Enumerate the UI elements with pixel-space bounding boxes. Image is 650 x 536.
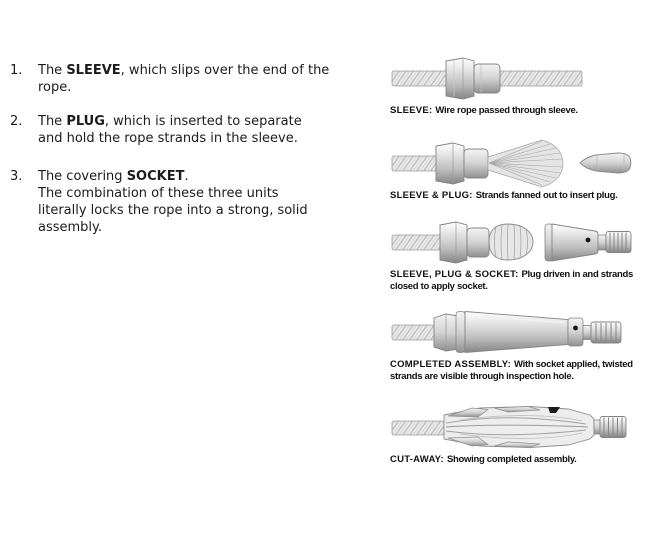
list-item: [10, 62, 340, 96]
item-text: [38, 168, 330, 236]
item-text-segment: , which slips over the end of the rope.: [38, 63, 330, 95]
figure-caption-label: SLEEVE:: [390, 105, 433, 116]
figure-caption-label: SLEEVE, PLUG & SOCKET:: [390, 269, 519, 280]
list-item: [10, 113, 340, 147]
figure-caption-label: CUT-AWAY:: [390, 454, 444, 465]
figure-caption-text: With socket applied, twisted strands are visible through inspection hole.: [390, 359, 633, 382]
cut-away-view-illustration: [390, 401, 640, 453]
figure-completed-assembly: [390, 306, 650, 382]
figure-caption: [390, 454, 650, 466]
figure-caption-text: Wire rope passed through sleeve.: [435, 105, 578, 116]
list-item: [10, 168, 340, 236]
inspection-hole: [586, 238, 591, 243]
figure-caption-label: COMPLETED ASSEMBLY:: [390, 359, 512, 370]
item-text-segment: The: [38, 114, 67, 129]
item-text-segment: The: [38, 63, 67, 78]
item-number: 2.: [10, 114, 23, 129]
figure-caption: [390, 269, 650, 292]
figure-caption: [390, 190, 650, 202]
figure-caption-text: Plug driven in and strands closed to apply socket.: [390, 269, 633, 292]
item-number: 3.: [10, 169, 23, 184]
figure-caption: [390, 105, 650, 117]
item-term: SOCKET: [126, 169, 185, 184]
figure-caption-label: SLEEVE & PLUG:: [390, 190, 473, 201]
item-number: 1.: [10, 63, 23, 78]
figure-caption-text: Showing completed assembly.: [446, 454, 577, 465]
figure-sleeve: [390, 52, 650, 117]
instruction-list: [10, 62, 340, 253]
wire-rope-through-sleeve-illustration: [390, 52, 640, 104]
item-paragraph: The combination of these three units literally locks the rope into a strong, solid assembly.: [38, 186, 308, 235]
figure-sleeve-plug: [390, 137, 650, 202]
item-text: [38, 62, 330, 96]
completed-assembly-illustration: [390, 306, 640, 358]
inspection-hole: [573, 326, 578, 331]
figure-caption: [390, 359, 650, 382]
item-text: [38, 113, 330, 147]
item-term: SLEEVE: [66, 63, 121, 78]
item-text-segment: , which is inserted to separate and hold the rope strands in the sleeve.: [38, 114, 302, 146]
item-term: PLUG: [66, 114, 105, 129]
figure-sleeve-plug-socket: [390, 216, 650, 292]
item-text-segment: .: [184, 169, 189, 184]
figure-caption-text: Strands fanned out to insert plug.: [475, 190, 618, 201]
figure-cut-away: [390, 401, 650, 466]
plug-driven-with-socket-illustration: [390, 216, 640, 268]
strands-fanned-with-plug-illustration: [390, 137, 640, 189]
item-text-segment: The covering: [38, 169, 127, 184]
